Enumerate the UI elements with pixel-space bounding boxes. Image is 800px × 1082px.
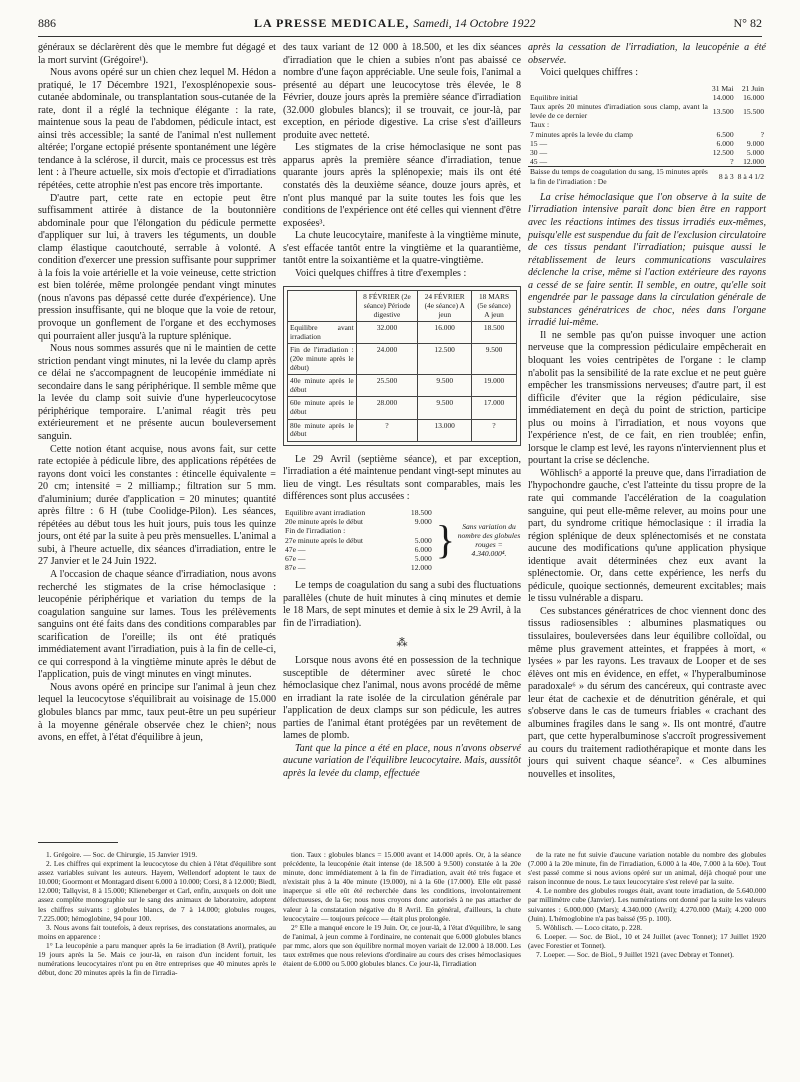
paragraph: Tant que la pince a été en place, nous n'avons observé aucune variation de l'équilibre leucocytaire. Mais, aussitôt après la levée du clamp, effectuée — [283, 742, 522, 779]
table-row: 45 — ? 12.000 — [530, 157, 764, 167]
row-label: Fin de l'irradiation : (20e minute après le début) — [288, 344, 357, 375]
cell-value: 9.500 — [472, 344, 517, 375]
table-row — [288, 375, 517, 397]
footnote-rule — [38, 842, 118, 843]
table-row — [288, 419, 517, 441]
table-row: Taux après 20 minutes d'irradiation sous clamp, avant la levée de ce dernier 13.500 15.500 — [530, 102, 764, 121]
paragraph: Ces substances génératrices de choc viennent donc des tissus radiosensibles : albumines plasmatiques ou tissulaires, bouleversées dans leur équilibre colloïdal, ou même plus gravement atteintes, et frappées à mort, « lysées » par les rayons. Les travaux de Looper et de ses élèves ont mis en évidence, en effet, « l'hyperalbuminose paradoxale⁶ » du sérum des cancéreux, qui contraste avec leur état de cachexie et de dénutrition générale, et qui s'observe dans le cas de tumeurs friables « crachant des albumines fragiles dans le sang ». Ils ont montré, d'autre part, que cette hyperalbuminose s'accroît progressivement au cours du traitement radiothérapique et monte dans les jours qui suivent chaque séance⁷. « Ces albumines nouvelles et insolites, — [528, 605, 766, 781]
footnote: 1. Grégoire. — Soc. de Chirurgie, 15 Janvier 1919. — [46, 850, 198, 859]
cell-value: 19.000 — [472, 375, 517, 397]
footnote: 3. Nous avons fait toutefois, à deux reprises, des constatations anormales, au moins en apparence : — [38, 922, 276, 941]
table-row: 20e minute après le début 9.000 — [285, 517, 432, 527]
row-label: Equilibre avant irradiation — [288, 322, 357, 344]
paragraph: Nous avons opéré sur un chien chez lequel M. Hédon a pratiqué, le 17 Décembre 1921, l'exosplénopexie sous-cutanée abdominale, ou transplantation sous-cutanée de la rate, dont il a réglé la technique élégante : la rate, maintenue sous la peau de l'abdomen, pédicule intact, est ainsi très accessible; la santé de l'animal n'est nullement altérée; l'organe ectopié présente spontanément une légère tendance à la sclérose, il durcit, mais ce processus est très lent : à l'heure actuelle, six mois d'ectopie et d'irradiations répétées, cette atrophie n'est pas encore très importante. — [38, 67, 276, 192]
column-header: 24 FÉVRIER (4e séance) A jeun — [418, 291, 472, 322]
table-row: Equilibre initial 14.000 16.000 — [530, 92, 764, 102]
row-label: 40e minute après le début — [288, 375, 357, 397]
cell-value: 32.000 — [356, 322, 418, 344]
issue-number: N° 82 — [733, 16, 762, 30]
leucocyte-table-grid — [287, 290, 517, 441]
cell-value: ? — [356, 419, 418, 441]
table-row: Taux : — [530, 120, 550, 130]
table-row — [288, 397, 517, 419]
seventh-session-grid — [283, 508, 434, 572]
paragraph: Voici quelques chiffres à titre d'exemples : — [295, 267, 467, 279]
cell-value: 12.500 — [418, 344, 472, 375]
running-header — [38, 16, 762, 37]
footnote: tion. Taux : globules blancs = 15.000 avant et 14.000 après. Or, à la séance précédente, la leucopénie était intense (de 18.500 à 9.500) constatée à la 20e minute, donc immédiatement à la fin de l'irradiation, avait été très fugace et n'existait plus à la 40e minute (19.000), ni à la 60e (17.000). Elle eût passé inaperçue si elle eût été recherchée dans les conditions, involontairement défectueuses, de la 6e; nous nous croyons donc autorisés à ne pas attacher de valeur à la constatation négative du 8 Avril. En général, d'ailleurs, la chute leucocytaire — toujours précoce — était plus prolongée. — [283, 850, 521, 923]
paragraph: La crise hémoclasique que l'on observe à la suite de l'irradiation intensive paraît donc bien être en rapport avec les réactions intimes des tissus irradiés eux-mêmes, puisqu'elle est suspendue du fait de l'exclusion circulatoire de ces tissus pendant l'irradiation; puisque aussi le rétablissement de leurs communications vasculaires déclenche la crise, même si l'action extérieure des rayons a cessé de se faire sentir. Il semble, en outre, qu'elle soit engendrée par le passage dans la circulation générale de substances génératrices de choc, nées dans l'organe irradié lui-même. — [528, 191, 766, 329]
issue-date: Samedi, 14 Octobre 1922 — [413, 16, 536, 30]
table-row — [288, 344, 517, 375]
table-row: 27e minute après le début 5.000 — [285, 535, 432, 545]
table-row: 7 minutes après la levée du clamp 6.500 ? — [530, 129, 764, 139]
column-header: 8 FÉVRIER (2e séance) Période digestive — [356, 291, 418, 322]
paragraph: des taux variant de 12 000 à 18.500, et les dix séances d'irradiation que le chien a subies n'ont pas abaissé ce nombre d'une façon appréciable. Une seule fois, l'animal a présenté au départ une leucocytose très élevée, le 8 Février, douze jours après la première séance d'irradiation (32.000 globules blancs); il se trouvait, ce jour-là, par exception, en période digestive. La crise s'est d'ailleurs produite avec netteté. — [283, 42, 521, 141]
table-header-row — [528, 84, 766, 93]
paragraph: Le 29 Avril (septième séance), et par exception, l'irradiation a été maintenue pendant vingt-sept minutes au lieu de vingt. Les résultats sont comparables, mais les différences sont plus accusées : — [283, 453, 521, 503]
page-number: 886 — [38, 16, 56, 30]
column-2 — [283, 42, 521, 781]
cell-value: 28.000 — [356, 397, 418, 419]
table-row: 47e — 6.000 — [285, 544, 432, 554]
paragraph: Il ne semble pas qu'on puisse invoquer une action nerveuse que la compression pédiculaire empêcherait en bloquant les voies centripètes de l'organe : le clamp n'abolit pas la sensibilité de la rate exclue et ne peut guère empêcher les transmissions nerveuses; d'autre part, il est difficile d'éviter que la région pédiculaire, sise immédiatement en deçà du point de striction, participe plus ou moins à l'irradiation, et nous voyons que l'expérience n'est, de ce fait, en rien troublée; enfin, lorsque le clamp est levé, les rayons n'interviennent plus et pourtant la crise se déclenche. — [528, 329, 766, 467]
seventh-session-table — [283, 508, 521, 572]
paragraph: A l'occasion de chaque séance d'irradiation, nous avons recherché les stigmates de la crise hémoclasique : leucopénie périphérique et variation du temps de la coagulation sanguine sur lames. Tous les prélèvements sanguins ont été faits dans des conditions comparables par scarification de l'oreille; ils ont été pratiqués immédiatement avant l'irradiation, puis à la fin de celle-ci, ce qui correspond à la vingtième minute après le début de l'application, puis de vingt minutes en vingt minutes. — [38, 568, 276, 681]
table-row: Equilibre avant irradiation 18.500 — [285, 507, 432, 517]
footnote: 5. Wöhlisch. — Loco citato, p. 228. — [536, 922, 642, 932]
row-label: 60e minute après le début — [288, 397, 357, 419]
cell-value: 13.000 — [418, 419, 472, 441]
footnotes-column-1 — [38, 850, 276, 977]
paragraph: Le temps de coagulation du sang a subi des fluctuations parallèles (chute de huit minutes à cinq minutes et demie le 18 Mars, de sept minutes et demie à six le 29 Avril, à la fin de l'irradiation). — [283, 580, 521, 629]
asterism: ⁂ — [396, 636, 408, 649]
table-header-row — [288, 291, 517, 322]
leucocyte-table — [283, 286, 521, 445]
paragraph: Cette notion étant acquise, nous avons fait, sur cette rate ectopiée à pédicule libre, des applications répétées de rayons dont voici les constantes : étincelle équivalente = 20 cm; intensité = 2 milliamp.; filtration sur 5 mm. d'aluminium; durée d'application = 20 minutes; quantité après filtre : 6 H (tube Coolidge-Pilon). Les séances, répétées au début tous les huit jours, puis tous les quinze jours, ont été par la suite à peu près mensuelles. L'animal a subi, à l'heure actuelle, dix séances d'irradiation, entre le 27 Janvier et le 24 Juin 1922. — [38, 443, 276, 568]
table-row: 67e — 5.000 — [285, 553, 432, 563]
column-header: 21 Juin — [741, 83, 764, 93]
paragraph: Lorsque nous avons été en possession de la technique susceptible de déterminer avec sûreté le choc hémoclasique chez l'animal, nous avons procédé de même en irradiant la rate isolée de la circulation générale par l'application de deux clamps sur son pédicule, les autres parties de l'animal étant protégées par un revêtement de lames de plomb. — [283, 655, 521, 742]
paragraph: généraux se déclarèrent dès que le membre fut dégagé et la mort survint (Grégoire¹). — [38, 42, 276, 66]
footnote: 6. Loeper. — Soc. de Biol., 10 et 24 Juillet (avec Tonnet); 17 Juillet 1920 (avec Forestier et Tonnet). — [528, 931, 766, 950]
footnotes-column-2 — [283, 850, 521, 968]
footnotes-column-3 — [528, 850, 766, 959]
column-header: 18 MARS (5e séance) A jeun — [472, 291, 517, 322]
journal-title — [254, 16, 536, 31]
row-label: 80e minute après le début — [288, 419, 357, 441]
footnote: 7. Loeper. — Soc. de Biol., 9 Juillet 1921 (avec Debray et Tonnet). — [536, 950, 735, 960]
column-header: 31 Mai — [711, 83, 734, 93]
brace-glyph: } — [435, 517, 455, 563]
footnote: 2° Elle a manqué encore le 19 Juin. Or, ce jour-là, à l'état d'équilibre, le sang de l'animal, à jeun comme à l'ordinaire, ne contenait que 6.000 globules blancs par mmc, alors que son équilibre normal moyen variait de 12.000 à 18.000. Les taux extrêmes que nous relevions d'ordinaire au cours des crises hémoclasiques étaient de 6.000 ou 5.000 globules blancs. Ce jour-là, l'irradiation — [283, 922, 521, 969]
cell-value: 17.000 — [472, 397, 517, 419]
table-row: 30 — 12.500 5.000 — [530, 148, 764, 158]
table-row: Fin de l'irradiation : — [285, 526, 346, 536]
footnote: 1° La leucopénie a paru manquer après la 6e irradiation (8 Avril), pratiquée 19 jours après la 5e. Mais ce jour-là, en raison d'un incident fortuit, les numérations leucocytaires n'ont pu en être entreprises que 40 minutes après le début, donc 20 minutes après la fin de l'irradia- — [38, 940, 276, 978]
column-1 — [38, 42, 276, 745]
table-row: Baisse du temps de coagulation du sang, 15 minutes après la fin de l'irradiation : De 8 à 3 8 à 4 1/2 — [530, 167, 764, 186]
clamp-table — [528, 84, 766, 186]
cell-value: 16.000 — [418, 322, 472, 344]
cell-value: 18.500 — [472, 322, 517, 344]
paragraph: Nous avons opéré en principe sur l'animal à jeun chez lequel la leucocytose s'équilibrait au voisinage de 15.000 globules blancs par mmc, taux peut-être un peu supérieur à la moyenne générale observée chez le chien²; nous avons, en effet, à l'état d'équilibre à jeun, — [38, 681, 276, 744]
paragraph: après la cessation de l'irradiation, la leucopénie a été observée. — [528, 42, 766, 66]
paragraph: Wöhlisch⁵ a apporté la preuve que, dans l'irradiation de l'hypochondre gauche, c'est l'atteinte du tissu propre de la rate qui commande l'accélération de la coagulation sanguine, qui peut elle-même relever, au moins pour une part, du syndrome critique hémoclasique : il irradia la région splénique de deux splénectomisés et ne constata aucune des modifications qu'une application physique identique avait déterminées chez eux avant la splénectomie. Or, dans cette expérience, les nerfs du pédicule, quoique sectionnés, demeurent excitables; mais le tissu vulnérable a disparu. — [528, 467, 766, 605]
cell-value: 9.500 — [418, 397, 472, 419]
footnote: 2. Les chiffres qui expriment la leucocytose du chien à l'état d'équilibre sont assez variables suivant les auteurs. Hayem, Wellendorf adoptent le taux de 10.000; Goormont et Montagard disent 6.000 à 10.000; Corsi, 8 à 12.000; Biedl, 12.000; Tallqvist, 8 à 15.000; Klieneberger et Carl, enfin, auxquels on doit une assez complète monographie sur le sang des animaux de laboratoire, adoptent les chiffres suivants : globules blancs, de 7 à 14.000; globules rouges, 7.225.000; hémoglobine, 94 pour 100. — [38, 859, 276, 923]
cell-value: 24.000 — [356, 344, 418, 375]
cell-value: 9.500 — [418, 375, 472, 397]
table-row — [288, 322, 517, 344]
journal-name: LA PRESSE MEDICALE, — [253, 16, 410, 30]
cell-value: ? — [472, 419, 517, 441]
paragraph: Les stigmates de la crise hémoclasique ne sont pas apparus après la première séance d'irradiation, tenue quarante jours après la splénopexie; mais ils ont été constatés dès la deuxième séance, douze jours après, et n'ont plus manqué par la suite toutes les fois que les conditions de l'expérience ont été celles qui viennent d'être exposées³. — [283, 142, 521, 229]
column-3 — [528, 42, 766, 782]
paragraph: Voici quelques chiffres : — [540, 67, 639, 79]
cell-value: 25.500 — [356, 375, 418, 397]
footnote: 4. Le nombre des globules rouges était, avant toute irradiation, de 5.640.000 par millimètre cube (Janvier). Les numérations ont donné par la suite les valeurs suivantes : 6.000.000 (Mars); 4.340.000 (Avril); 4.270.000 (Mai); 4.200 000 (Juin). L'hémoglobine n'a pas baissé (95 p. 100). — [528, 886, 766, 923]
table-row: 15 — 6.000 9.000 — [530, 138, 764, 148]
paragraph: D'autre part, cette rate en ectopie peut être suffisamment attirée à distance de la boutonnière abdominale pour que l'élongation du pédicule permette d'appliquer sur lui, à travers les téguments, un double clamp élastique caoutchouté, serrable à volonté. A condition d'exercer une pression suffisante pour supprimer à la fois la voie artérielle et la voie veineuse, cette striction est bien tolérée, même prolongée pendant vingt minutes (nous n'avons pas dépassé cette durée d'expérience). Une pression insuffisante, qui ne bloque que la voie de retour, provoque un gonflement de l'organe et des ecchymoses qui pourraient aller jusqu'à la rupture splénique. — [38, 192, 276, 342]
paragraph: La chute leucocytaire, manifeste à la vingtième minute, s'est effacée tantôt entre la vingtième et la quarantième, tantôt entre la soixantième et la quatre-vingtième. — [283, 230, 521, 267]
table-row: 87e — 12.000 — [285, 563, 432, 573]
paragraph: Nous nous sommes assurés que ni le maintien de cette striction pendant vingt minutes, ni la levée du clamp après ce délai ne s'accompagnent de leucopénie immédiate ni secondaire dans le sang périphérique. Il semble même que la levée du clamp soit suivie d'une hyperleucocytose périphérique temporaire. L'animal réagit très peu extérieurement et ne présente aucun bouleversement sanguin. — [38, 343, 276, 442]
footnote: de la rate ne fut suivie d'aucune variation notable du nombre des globules (7.000 à la 20e minute, fin de l'irradiation, 6.000 à la 40e, 7.000 à la 60e). Tout s'est passé comme si nous avions opéré sur un animal, déjà choqué pour une raison inconnue de nous. Le taux leucocytaire s'est relevé par la suite. — [528, 850, 766, 887]
brace-note: Sans variation du nombre des globules rouges = 4.340.000⁴. — [457, 521, 521, 559]
